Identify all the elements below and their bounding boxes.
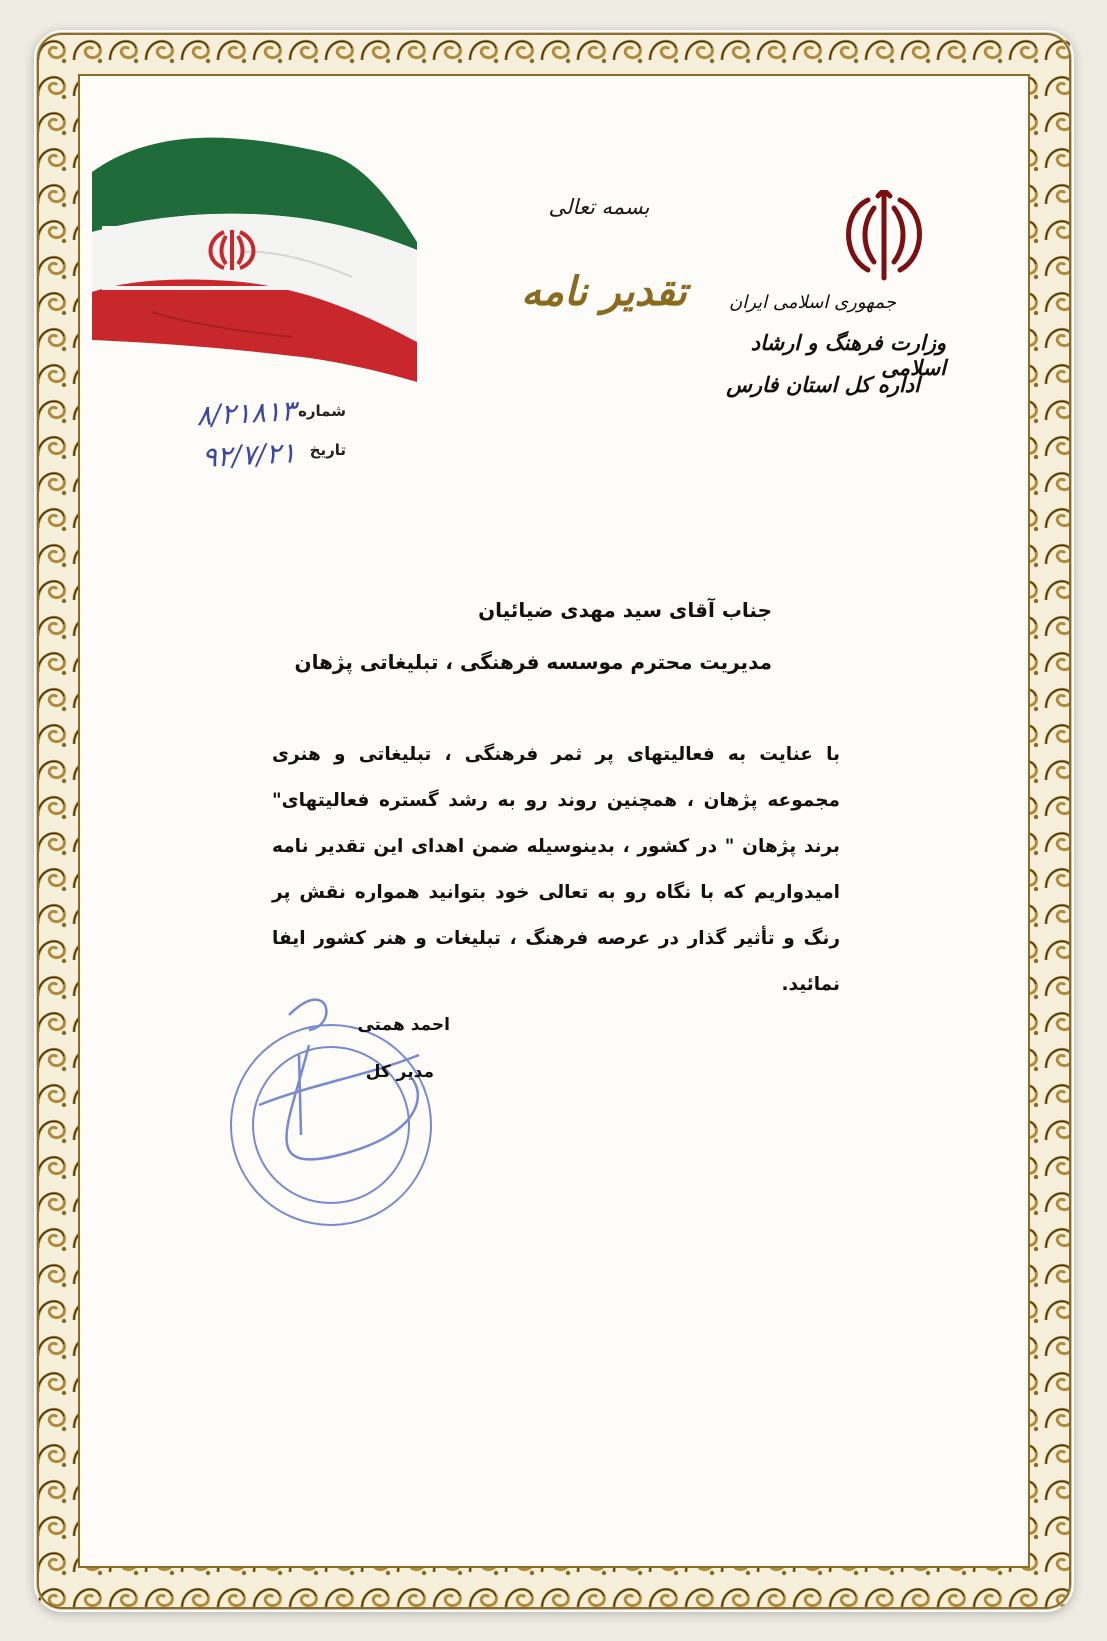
government-line-2: وزارت فرهنگ و ارشاد اسلامی [750,330,946,380]
certificate-sheet [34,30,1074,1612]
addressee-name: جناب آقای سید مهدی ضیائیان [478,598,772,622]
date-label: تاریخ [309,441,346,459]
government-line-1: جمهوری اسلامی ایران [729,292,896,313]
number-label: شماره [298,402,346,420]
signer-name: احمد همتی [357,1015,450,1035]
number-value: ۸/۲۱۸۱۳ [195,394,297,433]
certificate-title: تقدیر نامه [521,268,687,315]
government-line-3: اداره کل استان فارس [726,372,920,397]
iran-emblem-icon [834,190,934,300]
date-value: ۹۲/۷/۲۱ [201,436,297,474]
addressee-title: مدیریت محترم موسسه فرهنگی ، تبلیغاتی پژهان [294,650,772,674]
body-paragraph: با عنایت به فعالیتهای پر ثمر فرهنگی ، تبلیغاتی و هنری مجموعه پژهان ، همچنین روند رو به رشد گستره فعالیتهای" برند پژهان " در کشور ، بدینوسیله ضمن اهدای این تقدیر نامه امیدواریم که با نگاه رو به تعالی خود بتوانید همواره نقش پر رنگ و تأثیر گذار در عرصه فرهنگ ، تبلیغات و هنر کشور ایفا نمائید. [272,744,840,995]
signer-role: مدیر کل [365,1062,434,1082]
invocation-text: بسمه تعالی [548,195,650,219]
iran-flag-image [92,132,442,412]
